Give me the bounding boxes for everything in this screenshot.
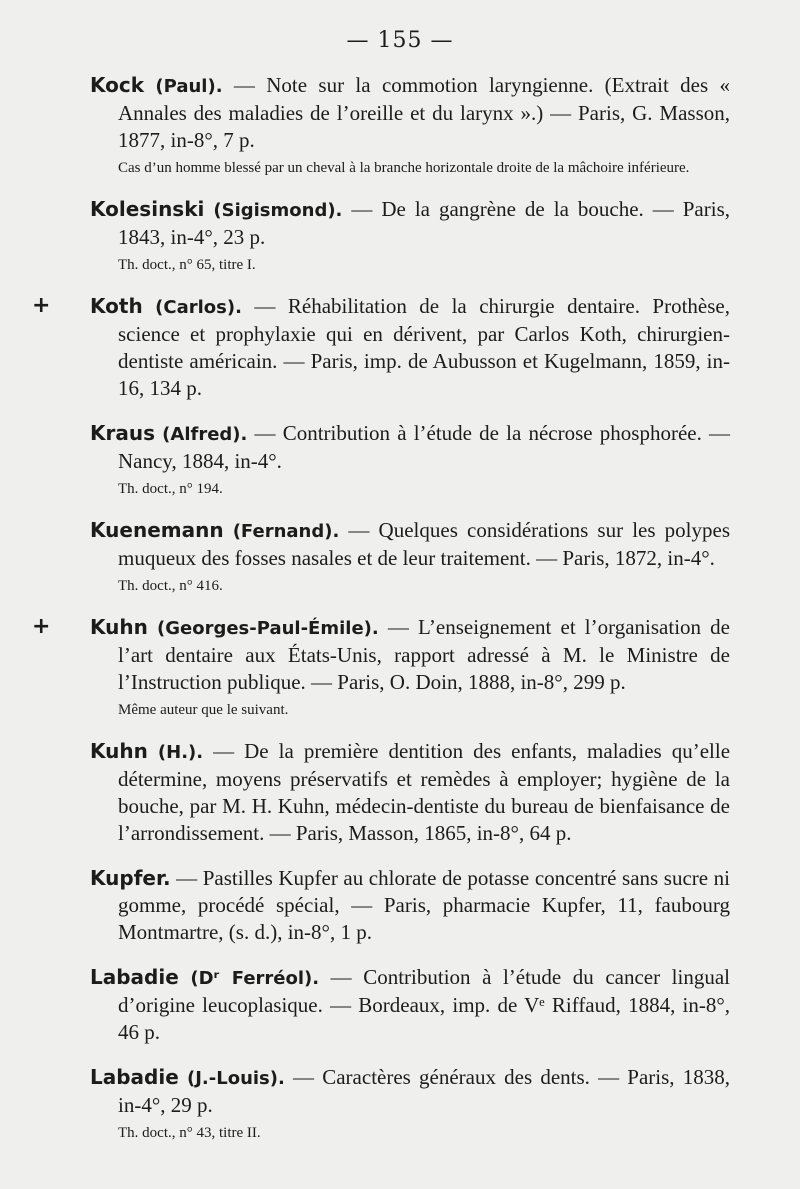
entry-description: — Réhabilitation de la chirurgie dentaire. Prothèse, science et prophylaxie qui en dérivent, par Carlos Koth, chirurgien-dentiste américain. — Paris, imp. de Aubusson et Kugelmann, 1859, in-16, 134 p. [118, 294, 730, 400]
author-surname: Kupfer. [90, 866, 171, 890]
entry-labadie-ferreol [90, 964, 730, 1046]
entry-note: Cas d’un homme blessé par un cheval à la branche horizontale droite de la mâchoire inférieure. [118, 160, 690, 176]
entry-text [90, 738, 730, 847]
margin-cross-mark: + [32, 293, 51, 318]
entry-note: Th. doct., n° 416. [118, 578, 223, 594]
author-surname: Kuhn [90, 615, 148, 639]
entry-note: Même auteur que le suivant. [118, 702, 289, 718]
author-given: (H.). [157, 742, 204, 763]
author-surname: Kolesinski [90, 197, 205, 221]
entry-note: Th. doct., n° 65, titre I. [118, 257, 256, 273]
entry-text [90, 420, 730, 475]
entry-koth [32, 293, 730, 402]
entry-text [90, 196, 730, 251]
author-surname: Kuenemann [90, 518, 224, 542]
author-given: (Georges-Paul-Émile). [157, 618, 379, 639]
author-surname: Koth [90, 294, 143, 318]
entry-description: — Caractères généraux des dents. — Paris, 1838, in-4°, 29 p. [118, 1065, 731, 1117]
author-surname: Kraus [90, 421, 155, 445]
entry-text [90, 517, 730, 572]
page-number: — 155 — [346, 28, 454, 53]
entry-kupfer [90, 865, 730, 946]
entry-description: — Note sur la commotion laryngienne. (Extrait des « Annales des maladies de l’oreille et du larynx ».) — Paris, G. Masson, 1877, in-8°, 7 p. [118, 73, 731, 152]
author-given: (Paul). [155, 76, 223, 97]
entry-description: — L’enseignement et l’organisation de l’art dentaire aux États-Unis, rapport adressé à M. le Ministre de l’Instruction publique. — Paris, O. Doin, 1888, in-8°, 299 p. [118, 615, 730, 694]
entry-text [90, 72, 730, 154]
entry-description: — De la première dentition des enfants, maladies qu’elle détermine, moyens préservatifs et remèdes à employer; hygiène de la bouche, par M. H. Kuhn, médecin-dentiste du bureau de bienfaisance de l’arrondissement. — Paris, Masson, 1865, in-8°, 64 p. [118, 739, 731, 845]
author-given: (Dʳ Ferréol). [190, 968, 320, 989]
entry-text [90, 1064, 730, 1119]
entry-kolesinski [90, 196, 730, 275]
author-surname: Labadie [90, 1065, 179, 1089]
entry-kuhn-georges [32, 614, 730, 720]
entry-description: — Quelques considérations sur les polypes muqueux des fosses nasales et de leur traitement. — Paris, 1872, in-4°. [118, 518, 730, 570]
margin-cross-mark: + [32, 614, 51, 639]
entry-description: — De la gangrène de la bouche. — Paris, 1843, in-4°, 23 p. [118, 197, 731, 249]
bibliography-list [32, 72, 731, 1161]
entry-description: — Contribution à l’étude de la nécrose phosphorée. — Nancy, 1884, in-4°. [118, 421, 731, 473]
entry-kuenemann [90, 517, 730, 596]
author-given: (Sigismond). [213, 200, 343, 221]
entry-note: Th. doct., n° 43, titre II. [118, 1125, 261, 1141]
entry-kuhn-h [90, 738, 730, 847]
entry-kock [90, 72, 730, 178]
author-surname: Labadie [90, 965, 179, 989]
entry-note: Th. doct., n° 194. [118, 481, 223, 497]
entry-text [90, 964, 730, 1046]
entry-kraus [90, 420, 730, 499]
entry-labadie-louis [90, 1064, 730, 1143]
author-given: (J.-Louis). [187, 1068, 285, 1089]
author-given: (Carlos). [155, 297, 242, 318]
author-surname: Kock [90, 73, 145, 97]
entry-description: — Pastilles Kupfer au chlorate de potasse concentré sans sucre ni gomme, procédé spécial, — Paris, pharmacie Kupfer, 11, faubourg Montmartre, (s. d.), in-8°, 1 p. [118, 866, 730, 944]
entry-text [90, 614, 730, 696]
author-given: (Alfred). [162, 424, 248, 445]
entry-text [90, 865, 730, 946]
entry-text [90, 293, 730, 402]
author-surname: Kuhn [90, 739, 148, 763]
author-given: (Fernand). [232, 521, 340, 542]
entry-description: — Contribution à l’étude du cancer lingual d’origine leucoplasique. — Bordeaux, imp. de Vᵉ Riffaud, 1884, in-8°, 46 p. [118, 965, 730, 1044]
